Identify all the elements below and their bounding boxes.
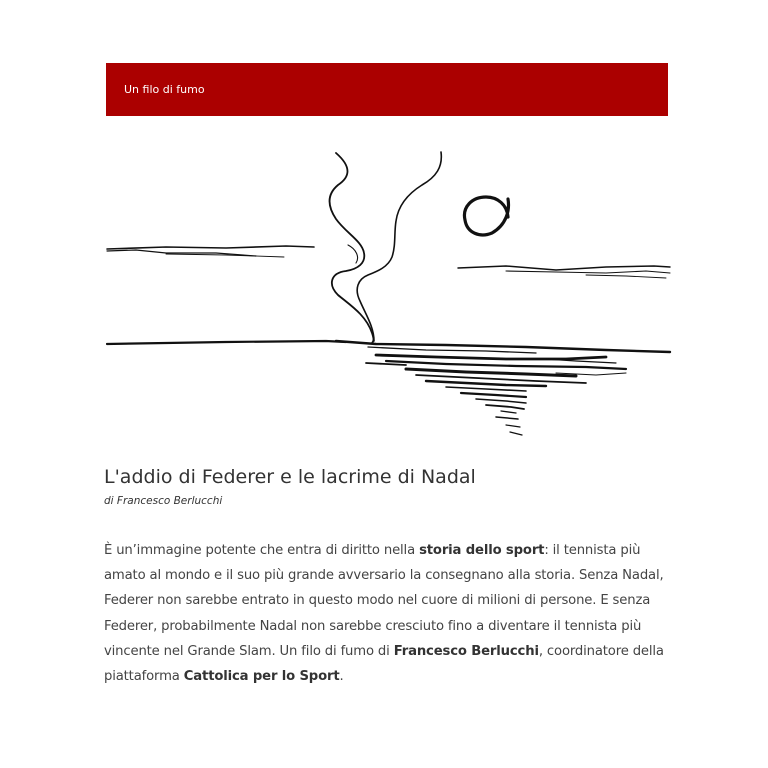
- body-text-segment: : il tennista più amato al mondo e il suo più grande avversario la consegnano alla storia. Senza Nadal, Federer non sarebbe entrato in questo modo nel cuore di milioni di persone. E senza Federer, probabilmente Nadal non sarebbe cresciuto fino a diventare il tennista più vincente nel Grande Slam. Un filo di fumo di: [104, 543, 664, 659]
- platform-name: Cattolica per lo Sport: [183, 669, 340, 685]
- body-text-segment: , coordinatore della piattaforma: [104, 643, 664, 685]
- banner-title: Un filo di fumo: [124, 83, 205, 96]
- article-byline: di Francesco Berlucchi: [104, 495, 223, 507]
- article-title: L'addio di Federer e le lacrime di Nadal: [104, 466, 476, 488]
- body-bold-segment: storia dello sport: [419, 543, 545, 558]
- smoke-sea-sun-sketch-icon: [106, 145, 672, 445]
- body-text-segment: .: [339, 669, 344, 685]
- body-text-segment: È un’immagine potente che entra di diritto nella: [104, 543, 420, 558]
- header-banner: [106, 63, 668, 116]
- article-body: [104, 538, 670, 689]
- author-name: Francesco Berlucchi: [393, 643, 539, 659]
